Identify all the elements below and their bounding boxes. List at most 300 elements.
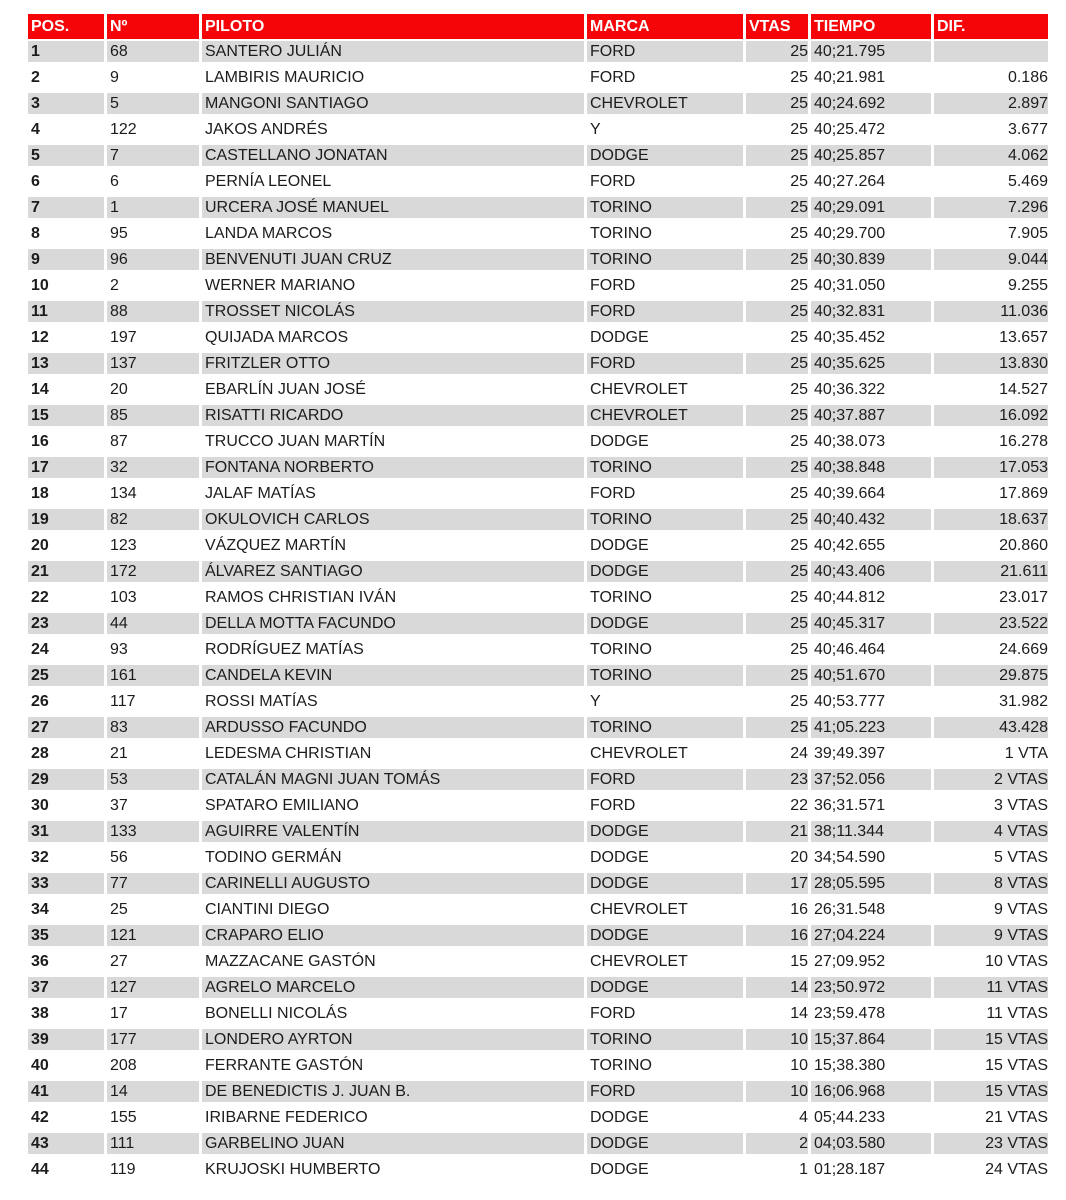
cell-piloto: RAMOS CHRISTIAN IVÁN xyxy=(202,587,587,613)
cell-vtas: 25 xyxy=(746,275,811,301)
table-row xyxy=(28,301,1048,327)
cell-num: 1 xyxy=(107,197,202,223)
cell-marca: TORINO xyxy=(587,249,746,275)
cell-pos: 38 xyxy=(28,1003,107,1029)
cell-dif: 14.527 xyxy=(934,379,1048,405)
cell-tiempo: 40;53.777 xyxy=(811,691,934,717)
cell-dif: 11 VTAS xyxy=(934,1003,1048,1029)
cell-tiempo: 16;06.968 xyxy=(811,1081,934,1107)
cell-dif: 4 VTAS xyxy=(934,821,1048,847)
cell-piloto: ÁLVAREZ SANTIAGO xyxy=(202,561,587,587)
cell-pos: 37 xyxy=(28,977,107,1003)
table-row xyxy=(28,743,1048,769)
cell-tiempo: 23;50.972 xyxy=(811,977,934,1003)
cell-pos: 12 xyxy=(28,327,107,353)
table-row xyxy=(28,327,1048,353)
cell-piloto: JAKOS ANDRÉS xyxy=(202,119,587,145)
cell-pos: 42 xyxy=(28,1107,107,1133)
cell-marca: CHEVROLET xyxy=(587,405,746,431)
cell-pos: 24 xyxy=(28,639,107,665)
cell-tiempo: 27;09.952 xyxy=(811,951,934,977)
cell-dif: 23.522 xyxy=(934,613,1048,639)
cell-num: 25 xyxy=(107,899,202,925)
cell-dif: 17.869 xyxy=(934,483,1048,509)
cell-dif: 9.044 xyxy=(934,249,1048,275)
cell-dif: 7.905 xyxy=(934,223,1048,249)
cell-vtas: 25 xyxy=(746,665,811,691)
cell-vtas: 25 xyxy=(746,249,811,275)
cell-pos: 32 xyxy=(28,847,107,873)
cell-vtas: 10 xyxy=(746,1029,811,1055)
cell-pos: 31 xyxy=(28,821,107,847)
column-header-tiempo: TIEMPO xyxy=(811,14,934,41)
cell-piloto: TRUCCO JUAN MARTÍN xyxy=(202,431,587,457)
cell-pos: 20 xyxy=(28,535,107,561)
cell-num: 85 xyxy=(107,405,202,431)
cell-marca: Y xyxy=(587,119,746,145)
cell-num: 9 xyxy=(107,67,202,93)
cell-pos: 21 xyxy=(28,561,107,587)
cell-vtas: 25 xyxy=(746,613,811,639)
table-row xyxy=(28,119,1048,145)
cell-vtas: 25 xyxy=(746,483,811,509)
cell-num: 123 xyxy=(107,535,202,561)
cell-num: 137 xyxy=(107,353,202,379)
cell-num: 56 xyxy=(107,847,202,873)
cell-tiempo: 40;29.091 xyxy=(811,197,934,223)
cell-piloto: CRAPARO ELIO xyxy=(202,925,587,951)
cell-vtas: 25 xyxy=(746,145,811,171)
cell-num: 95 xyxy=(107,223,202,249)
cell-num: 2 xyxy=(107,275,202,301)
cell-tiempo: 39;49.397 xyxy=(811,743,934,769)
cell-vtas: 25 xyxy=(746,67,811,93)
cell-pos: 44 xyxy=(28,1159,107,1185)
table-row xyxy=(28,275,1048,301)
cell-marca: CHEVROLET xyxy=(587,951,746,977)
cell-num: 172 xyxy=(107,561,202,587)
cell-pos: 27 xyxy=(28,717,107,743)
cell-vtas: 16 xyxy=(746,925,811,951)
cell-piloto: SPATARO EMILIANO xyxy=(202,795,587,821)
cell-marca: TORINO xyxy=(587,665,746,691)
cell-tiempo: 05;44.233 xyxy=(811,1107,934,1133)
table-row xyxy=(28,639,1048,665)
cell-marca: FORD xyxy=(587,483,746,509)
cell-vtas: 25 xyxy=(746,587,811,613)
cell-dif: 10 VTAS xyxy=(934,951,1048,977)
cell-pos: 16 xyxy=(28,431,107,457)
cell-vtas: 25 xyxy=(746,353,811,379)
cell-dif: 15 VTAS xyxy=(934,1029,1048,1055)
cell-num: 121 xyxy=(107,925,202,951)
cell-num: 161 xyxy=(107,665,202,691)
cell-vtas: 25 xyxy=(746,457,811,483)
cell-num: 111 xyxy=(107,1133,202,1159)
cell-marca: FORD xyxy=(587,353,746,379)
cell-marca: DODGE xyxy=(587,327,746,353)
cell-vtas: 25 xyxy=(746,535,811,561)
cell-dif: 21 VTAS xyxy=(934,1107,1048,1133)
cell-num: 53 xyxy=(107,769,202,795)
cell-piloto: RODRÍGUEZ MATÍAS xyxy=(202,639,587,665)
cell-piloto: CARINELLI AUGUSTO xyxy=(202,873,587,899)
cell-marca: DODGE xyxy=(587,925,746,951)
cell-tiempo: 40;38.848 xyxy=(811,457,934,483)
race-results-table xyxy=(28,14,1048,1185)
table-row xyxy=(28,769,1048,795)
cell-dif: 21.611 xyxy=(934,561,1048,587)
cell-marca: DODGE xyxy=(587,431,746,457)
cell-dif: 18.637 xyxy=(934,509,1048,535)
cell-marca: TORINO xyxy=(587,1055,746,1081)
cell-marca: TORINO xyxy=(587,509,746,535)
cell-marca: FORD xyxy=(587,1003,746,1029)
table-row xyxy=(28,483,1048,509)
cell-pos: 1 xyxy=(28,41,107,67)
cell-piloto: BENVENUTI JUAN CRUZ xyxy=(202,249,587,275)
table-row xyxy=(28,613,1048,639)
cell-marca: TORINO xyxy=(587,457,746,483)
table-row xyxy=(28,587,1048,613)
cell-tiempo: 40;21.981 xyxy=(811,67,934,93)
cell-piloto: JALAF MATÍAS xyxy=(202,483,587,509)
cell-pos: 10 xyxy=(28,275,107,301)
cell-vtas: 4 xyxy=(746,1107,811,1133)
cell-piloto: BONELLI NICOLÁS xyxy=(202,1003,587,1029)
table-row xyxy=(28,925,1048,951)
cell-dif xyxy=(934,41,1048,67)
cell-marca: CHEVROLET xyxy=(587,899,746,925)
cell-pos: 11 xyxy=(28,301,107,327)
cell-tiempo: 40;42.655 xyxy=(811,535,934,561)
column-header-num: Nº xyxy=(107,14,202,41)
cell-marca: DODGE xyxy=(587,873,746,899)
cell-tiempo: 40;36.322 xyxy=(811,379,934,405)
cell-num: 14 xyxy=(107,1081,202,1107)
cell-piloto: LAMBIRIS MAURICIO xyxy=(202,67,587,93)
cell-pos: 35 xyxy=(28,925,107,951)
cell-num: 117 xyxy=(107,691,202,717)
cell-marca: DODGE xyxy=(587,821,746,847)
cell-dif: 3 VTAS xyxy=(934,795,1048,821)
cell-num: 32 xyxy=(107,457,202,483)
cell-num: 155 xyxy=(107,1107,202,1133)
cell-piloto: WERNER MARIANO xyxy=(202,275,587,301)
cell-tiempo: 37;52.056 xyxy=(811,769,934,795)
cell-tiempo: 40;27.264 xyxy=(811,171,934,197)
cell-dif: 15 VTAS xyxy=(934,1081,1048,1107)
table-row xyxy=(28,145,1048,171)
cell-piloto: URCERA JOSÉ MANUEL xyxy=(202,197,587,223)
cell-num: 44 xyxy=(107,613,202,639)
cell-marca: FORD xyxy=(587,171,746,197)
cell-num: 177 xyxy=(107,1029,202,1055)
cell-vtas: 25 xyxy=(746,93,811,119)
table-row xyxy=(28,795,1048,821)
cell-piloto: SANTERO JULIÁN xyxy=(202,41,587,67)
cell-marca: DODGE xyxy=(587,561,746,587)
table-row xyxy=(28,535,1048,561)
cell-marca: FORD xyxy=(587,301,746,327)
table-row xyxy=(28,1003,1048,1029)
table-row xyxy=(28,509,1048,535)
cell-pos: 26 xyxy=(28,691,107,717)
cell-tiempo: 41;05.223 xyxy=(811,717,934,743)
cell-tiempo: 40;44.812 xyxy=(811,587,934,613)
cell-piloto: MANGONI SANTIAGO xyxy=(202,93,587,119)
cell-tiempo: 40;32.831 xyxy=(811,301,934,327)
cell-tiempo: 28;05.595 xyxy=(811,873,934,899)
cell-piloto: ROSSI MATÍAS xyxy=(202,691,587,717)
table-row xyxy=(28,821,1048,847)
cell-vtas: 25 xyxy=(746,561,811,587)
cell-marca: DODGE xyxy=(587,535,746,561)
cell-dif: 20.860 xyxy=(934,535,1048,561)
cell-marca: FORD xyxy=(587,769,746,795)
cell-num: 17 xyxy=(107,1003,202,1029)
cell-dif: 11 VTAS xyxy=(934,977,1048,1003)
cell-pos: 41 xyxy=(28,1081,107,1107)
cell-pos: 36 xyxy=(28,951,107,977)
cell-dif: 13.830 xyxy=(934,353,1048,379)
cell-dif: 0.186 xyxy=(934,67,1048,93)
cell-marca: TORINO xyxy=(587,223,746,249)
cell-vtas: 16 xyxy=(746,899,811,925)
cell-piloto: GARBELINO JUAN xyxy=(202,1133,587,1159)
cell-vtas: 10 xyxy=(746,1055,811,1081)
table-row xyxy=(28,197,1048,223)
cell-num: 96 xyxy=(107,249,202,275)
cell-dif: 15 VTAS xyxy=(934,1055,1048,1081)
cell-tiempo: 15;38.380 xyxy=(811,1055,934,1081)
cell-piloto: FRITZLER OTTO xyxy=(202,353,587,379)
cell-marca: TORINO xyxy=(587,197,746,223)
cell-num: 68 xyxy=(107,41,202,67)
cell-tiempo: 23;59.478 xyxy=(811,1003,934,1029)
cell-vtas: 21 xyxy=(746,821,811,847)
table-row xyxy=(28,1055,1048,1081)
cell-vtas: 25 xyxy=(746,171,811,197)
cell-tiempo: 40;35.625 xyxy=(811,353,934,379)
cell-vtas: 2 xyxy=(746,1133,811,1159)
cell-num: 6 xyxy=(107,171,202,197)
table-row xyxy=(28,431,1048,457)
cell-dif: 24.669 xyxy=(934,639,1048,665)
cell-pos: 2 xyxy=(28,67,107,93)
table-row xyxy=(28,223,1048,249)
cell-num: 208 xyxy=(107,1055,202,1081)
cell-vtas: 25 xyxy=(746,691,811,717)
cell-dif: 4.062 xyxy=(934,145,1048,171)
cell-tiempo: 34;54.590 xyxy=(811,847,934,873)
cell-piloto: IRIBARNE FEDERICO xyxy=(202,1107,587,1133)
table-row xyxy=(28,847,1048,873)
cell-piloto: EBARLÍN JUAN JOSÉ xyxy=(202,379,587,405)
cell-pos: 15 xyxy=(28,405,107,431)
cell-pos: 23 xyxy=(28,613,107,639)
cell-piloto: ARDUSSO FACUNDO xyxy=(202,717,587,743)
cell-num: 83 xyxy=(107,717,202,743)
cell-num: 88 xyxy=(107,301,202,327)
cell-dif: 29.875 xyxy=(934,665,1048,691)
cell-vtas: 25 xyxy=(746,509,811,535)
cell-pos: 34 xyxy=(28,899,107,925)
cell-tiempo: 15;37.864 xyxy=(811,1029,934,1055)
cell-num: 197 xyxy=(107,327,202,353)
cell-piloto: KRUJOSKI HUMBERTO xyxy=(202,1159,587,1185)
cell-tiempo: 40;43.406 xyxy=(811,561,934,587)
cell-tiempo: 40;21.795 xyxy=(811,41,934,67)
table-row xyxy=(28,379,1048,405)
cell-pos: 33 xyxy=(28,873,107,899)
cell-piloto: QUIJADA MARCOS xyxy=(202,327,587,353)
cell-pos: 5 xyxy=(28,145,107,171)
cell-num: 82 xyxy=(107,509,202,535)
cell-tiempo: 27;04.224 xyxy=(811,925,934,951)
cell-tiempo: 40;51.670 xyxy=(811,665,934,691)
cell-num: 127 xyxy=(107,977,202,1003)
cell-marca: TORINO xyxy=(587,717,746,743)
cell-tiempo: 40;45.317 xyxy=(811,613,934,639)
cell-tiempo: 38;11.344 xyxy=(811,821,934,847)
cell-num: 119 xyxy=(107,1159,202,1185)
cell-dif: 3.677 xyxy=(934,119,1048,145)
cell-vtas: 23 xyxy=(746,769,811,795)
column-header-vtas: VTAS xyxy=(746,14,811,41)
cell-piloto: AGRELO MARCELO xyxy=(202,977,587,1003)
cell-vtas: 25 xyxy=(746,41,811,67)
table-row xyxy=(28,353,1048,379)
cell-vtas: 25 xyxy=(746,405,811,431)
cell-pos: 7 xyxy=(28,197,107,223)
cell-num: 21 xyxy=(107,743,202,769)
cell-dif: 9.255 xyxy=(934,275,1048,301)
table-row xyxy=(28,1029,1048,1055)
cell-marca: FORD xyxy=(587,795,746,821)
cell-dif: 9 VTAS xyxy=(934,899,1048,925)
cell-vtas: 25 xyxy=(746,431,811,457)
table-row xyxy=(28,561,1048,587)
cell-dif: 2.897 xyxy=(934,93,1048,119)
cell-piloto: VÁZQUEZ MARTÍN xyxy=(202,535,587,561)
table-row xyxy=(28,171,1048,197)
cell-dif: 11.036 xyxy=(934,301,1048,327)
table-row xyxy=(28,1133,1048,1159)
table-row xyxy=(28,873,1048,899)
cell-pos: 29 xyxy=(28,769,107,795)
cell-pos: 9 xyxy=(28,249,107,275)
cell-pos: 14 xyxy=(28,379,107,405)
table-row xyxy=(28,405,1048,431)
table-row xyxy=(28,951,1048,977)
cell-dif: 17.053 xyxy=(934,457,1048,483)
cell-piloto: TODINO GERMÁN xyxy=(202,847,587,873)
cell-tiempo: 40;37.887 xyxy=(811,405,934,431)
cell-marca: DODGE xyxy=(587,613,746,639)
cell-pos: 39 xyxy=(28,1029,107,1055)
cell-marca: FORD xyxy=(587,275,746,301)
cell-vtas: 20 xyxy=(746,847,811,873)
cell-pos: 3 xyxy=(28,93,107,119)
table-row xyxy=(28,457,1048,483)
cell-dif: 43.428 xyxy=(934,717,1048,743)
header-row xyxy=(28,14,1048,41)
cell-piloto: DE BENEDICTIS J. JUAN B. xyxy=(202,1081,587,1107)
cell-vtas: 25 xyxy=(746,639,811,665)
cell-marca: DODGE xyxy=(587,145,746,171)
cell-piloto: AGUIRRE VALENTÍN xyxy=(202,821,587,847)
cell-dif: 1 VTA xyxy=(934,743,1048,769)
table-row xyxy=(28,1159,1048,1185)
cell-tiempo: 40;39.664 xyxy=(811,483,934,509)
cell-pos: 19 xyxy=(28,509,107,535)
cell-vtas: 25 xyxy=(746,301,811,327)
cell-pos: 13 xyxy=(28,353,107,379)
cell-dif: 5.469 xyxy=(934,171,1048,197)
column-header-dif: DIF. xyxy=(934,14,1048,41)
cell-dif: 23.017 xyxy=(934,587,1048,613)
table-row xyxy=(28,93,1048,119)
cell-vtas: 25 xyxy=(746,327,811,353)
cell-piloto: LANDA MARCOS xyxy=(202,223,587,249)
cell-pos: 8 xyxy=(28,223,107,249)
table-row xyxy=(28,41,1048,67)
cell-pos: 25 xyxy=(28,665,107,691)
cell-marca: CHEVROLET xyxy=(587,743,746,769)
results-header xyxy=(28,14,1048,41)
cell-tiempo: 01;28.187 xyxy=(811,1159,934,1185)
table-row xyxy=(28,665,1048,691)
cell-tiempo: 40;24.692 xyxy=(811,93,934,119)
cell-tiempo: 40;29.700 xyxy=(811,223,934,249)
cell-dif: 7.296 xyxy=(934,197,1048,223)
cell-tiempo: 40;30.839 xyxy=(811,249,934,275)
cell-marca: FORD xyxy=(587,41,746,67)
results-tbody xyxy=(28,41,1048,1185)
cell-num: 5 xyxy=(107,93,202,119)
cell-marca: CHEVROLET xyxy=(587,93,746,119)
cell-piloto: FONTANA NORBERTO xyxy=(202,457,587,483)
cell-marca: DODGE xyxy=(587,1159,746,1185)
cell-dif: 23 VTAS xyxy=(934,1133,1048,1159)
cell-dif: 16.092 xyxy=(934,405,1048,431)
table-row xyxy=(28,1107,1048,1133)
cell-pos: 22 xyxy=(28,587,107,613)
cell-piloto: OKULOVICH CARLOS xyxy=(202,509,587,535)
cell-vtas: 1 xyxy=(746,1159,811,1185)
cell-pos: 30 xyxy=(28,795,107,821)
cell-piloto: LONDERO AYRTON xyxy=(202,1029,587,1055)
table-row xyxy=(28,1081,1048,1107)
cell-tiempo: 40;25.472 xyxy=(811,119,934,145)
cell-dif: 13.657 xyxy=(934,327,1048,353)
cell-pos: 4 xyxy=(28,119,107,145)
table-row xyxy=(28,977,1048,1003)
cell-tiempo: 40;35.452 xyxy=(811,327,934,353)
cell-piloto: TROSSET NICOLÁS xyxy=(202,301,587,327)
cell-num: 87 xyxy=(107,431,202,457)
cell-dif: 2 VTAS xyxy=(934,769,1048,795)
cell-piloto: LEDESMA CHRISTIAN xyxy=(202,743,587,769)
cell-piloto: CASTELLANO JONATAN xyxy=(202,145,587,171)
cell-tiempo: 40;31.050 xyxy=(811,275,934,301)
cell-dif: 8 VTAS xyxy=(934,873,1048,899)
cell-marca: CHEVROLET xyxy=(587,379,746,405)
cell-marca: DODGE xyxy=(587,977,746,1003)
cell-piloto: CATALÁN MAGNI JUAN TOMÁS xyxy=(202,769,587,795)
cell-dif: 24 VTAS xyxy=(934,1159,1048,1185)
